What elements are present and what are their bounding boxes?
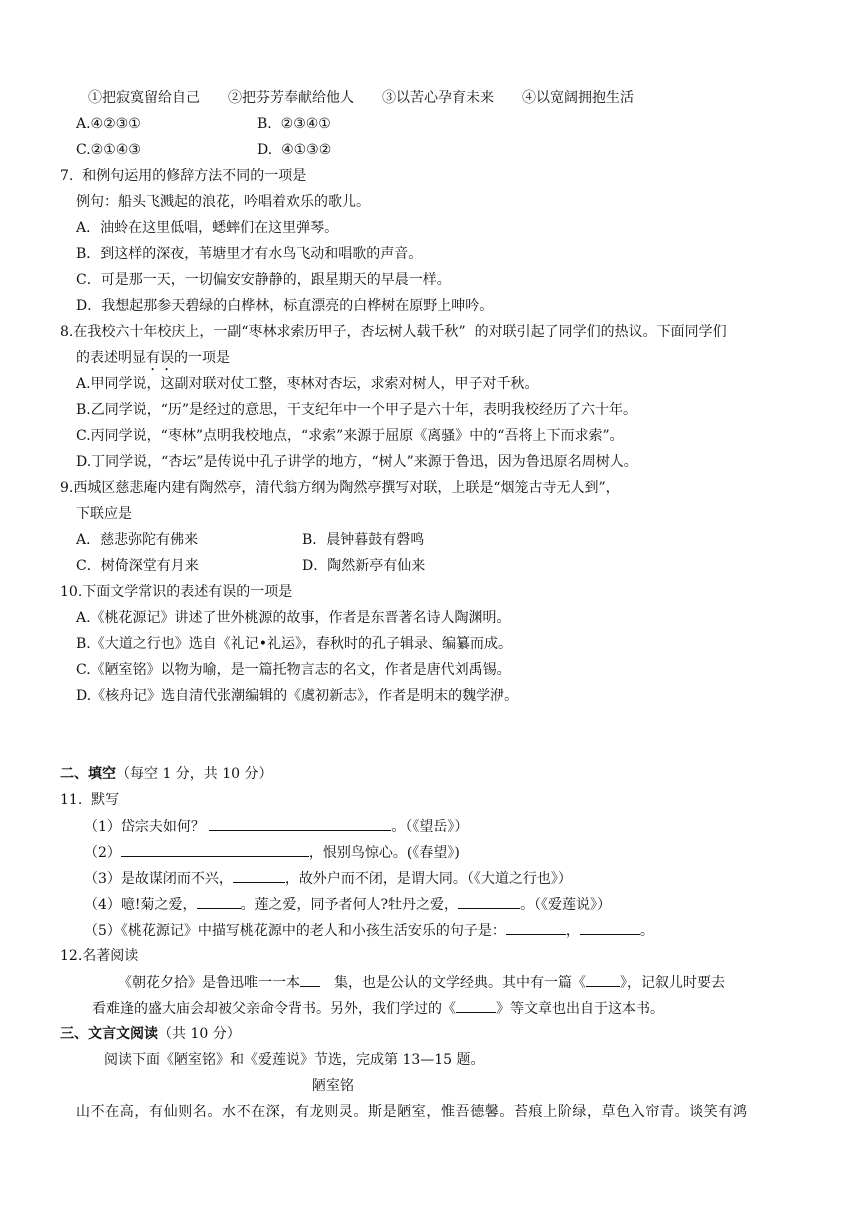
q9-stem-line1: 9.西城区慈悲庵内建有陶然亭，清代翁方纲为陶然亭撰写对联，上联是“烟笼古寺无人到”， (60, 480, 620, 496)
q12-2-prefix: 看难逢的盛大庙会却被父亲命令背书。另外，我们学过的《 (92, 1001, 456, 1017)
q8-option-b[interactable]: B.乙同学说，“历”是经过的意思，干支纪年中一个甲子是六十年，表明我校经历了六十年。 (76, 402, 638, 418)
q12-blank-1[interactable] (300, 972, 320, 987)
q11-1-prefix: （1）岱宗夫如何？ (84, 819, 210, 835)
q11-1-suffix: 。（《望岳》） (391, 819, 469, 835)
q12-stem: 12.名著阅读 (60, 948, 139, 964)
q6-option-d[interactable]: D. ④①③② (257, 142, 332, 158)
q11-3-suffix: ，故外户而不闭，是谓大同。（《大道之行也》） (284, 871, 572, 887)
q9-option-c[interactable]: C．树倚深堂有月来 (76, 558, 199, 574)
q11-item-2 (84, 842, 460, 863)
poem-title: 陋室铭 (312, 1078, 354, 1094)
q8-stem-line2 (76, 348, 230, 374)
q10-option-c[interactable]: C.《陋室铭》以物为喻，是一篇托物言志的名文，作者是唐代刘禹锡。 (76, 662, 511, 678)
q8-stem-line1: 8.在我校六十年校庆上，一副“枣林求索历甲子，杏坛树人载千秋” 的对联引起了同学们的热议。下面同学们 (60, 324, 727, 340)
q11-item-4 (84, 894, 611, 915)
section-2-heading (60, 764, 273, 784)
q11-2-prefix: （2） (84, 845, 121, 861)
section-3-note: （共 10 分） (158, 1026, 241, 1042)
q7-option-d[interactable]: D．我想起那参天碧绿的白桦林，标直漂亮的白桦树在原野上呻吟。 (76, 298, 494, 314)
q10-option-d[interactable]: D.《核舟记》选自清代张潮编辑的《虞初新志》，作者是明末的魏学洢。 (76, 688, 519, 704)
q8-stem-post: 的一项是 (174, 350, 230, 366)
q8-option-c[interactable]: C.丙同学说，“枣林”点明我校地点，“求索”来源于屈原《离骚》中的“吾将上下而求索”。 (76, 428, 624, 444)
q11-4-blank-2[interactable] (458, 894, 520, 909)
q6-stem: ①把寂寞留给自己 ②把芬芳奉献给他人 ③以苦心孕育未来 ④以宽阔拥抱生活 (88, 90, 634, 106)
section-2-title: 二、填空 (60, 766, 116, 782)
q6-option-b[interactable]: B. ②③④① (257, 116, 331, 132)
q10-option-b[interactable]: B.《大道之行也》选自《礼记•礼运》，春秋时的孔子辑录、编纂而成。 (76, 636, 512, 652)
q11-5-comma: ， (565, 923, 580, 939)
q11-stem: 11. 默写 (60, 792, 120, 808)
q11-3-blank[interactable] (233, 868, 285, 883)
q6-option-a[interactable]: A.④②③① (76, 116, 141, 132)
q11-2-suffix: ，恨别鸟惊心。(《春望》) (308, 845, 460, 861)
q7-option-b[interactable]: B．到这样的深夜，苇塘里才有水鸟飞动和唱歌的声音。 (76, 246, 423, 262)
q12-blank-3[interactable] (456, 998, 496, 1013)
q12-1-middle: 集，也是公认的文学经典。其中有一篇《 (334, 975, 586, 991)
section-3-title: 三、文言文阅读 (60, 1026, 158, 1042)
q11-4-blank-1[interactable] (197, 894, 241, 909)
q7-example: 例句：船头飞溅起的浪花，吟唱着欢乐的歌儿。 (76, 194, 370, 210)
q11-4-prefix: （4）噫!菊之爱， (84, 897, 197, 913)
q9-option-a[interactable]: A．慈悲弥陀有佛来 (76, 532, 199, 548)
q11-2-blank[interactable] (121, 842, 309, 857)
q11-1-blank[interactable] (209, 816, 391, 831)
section-3-heading (60, 1024, 241, 1044)
q7-option-c[interactable]: C．可是那一天，一切偏安安静静的，跟星期天的早晨一样。 (76, 272, 451, 288)
section-3-intro: 阅读下面《陋室铭》和《爱莲说》节选，完成第 13—15 题。 (104, 1052, 485, 1068)
q11-5-blank-1[interactable] (506, 920, 566, 935)
q11-5-period: 。 (639, 923, 654, 939)
q8-option-d[interactable]: D.丁同学说，“杏坛”是传说中孔子讲学的地方，“树人”来源于鲁迅，因为鲁迅原名周树人。 (76, 454, 638, 470)
q8-option-a[interactable]: A.甲同学说，这副对联对仗工整，枣林对杏坛，求索对树人，甲子对千秋。 (76, 376, 539, 392)
q8-stem-emphasis: 有误 (146, 350, 174, 366)
q6-option-c[interactable]: C.②①④③ (76, 142, 141, 158)
q11-5-blank-2[interactable] (580, 920, 640, 935)
q10-stem: 10.下面文学常识的表述有误的一项是 (60, 584, 293, 600)
q8-stem-pre: 的表述明显 (76, 350, 146, 366)
q11-item-5 (84, 920, 654, 941)
q7-option-a[interactable]: A．油蛉在这里低唱，蟋蟀们在这里弹琴。 (76, 220, 339, 236)
q11-item-3 (84, 868, 572, 889)
section-2-note: （每空 1 分，共 10 分） (116, 766, 273, 782)
q9-option-d[interactable]: D．陶然新亭有仙来 (302, 558, 426, 574)
q12-2-suffix: 》等文章也出自于这本书。 (496, 1001, 664, 1017)
q11-4-suffix: 。（《爱莲说》） (520, 897, 612, 913)
q12-1-suffix: 》，记叙儿时要去 (620, 975, 725, 991)
q12-line-1 (118, 972, 725, 993)
q9-stem-line2: 下联应是 (76, 506, 132, 522)
q12-line-2 (92, 998, 664, 1019)
q9-option-b[interactable]: B．晨钟暮鼓有磬鸣 (302, 532, 425, 548)
q12-1-prefix: 《朝花夕拾》是鲁迅唯一一本 (118, 975, 300, 991)
q11-item-1 (84, 816, 468, 837)
poem-line-1: 山不在高，有仙则名。水不在深，有龙则灵。斯是陋室，惟吾德馨。苔痕上阶绿，草色入帘青。谈笑有鸿 (76, 1104, 748, 1120)
q11-5-prefix: （5）《桃花源记》中描写桃花源中的老人和小孩生活安乐的句子是： (84, 923, 506, 939)
q12-blank-2[interactable] (586, 972, 620, 987)
q7-stem: 7. 和例句运用的修辞方法不同的一项是 (60, 168, 307, 184)
q11-3-prefix: （3）是故谋闭而不兴， (84, 871, 233, 887)
q10-option-a[interactable]: A.《桃花源记》讲述了世外桃源的故事，作者是东晋著名诗人陶渊明。 (76, 610, 511, 626)
q11-4-middle: 。莲之爱，同予者何人?牡丹之爱， (240, 897, 459, 913)
